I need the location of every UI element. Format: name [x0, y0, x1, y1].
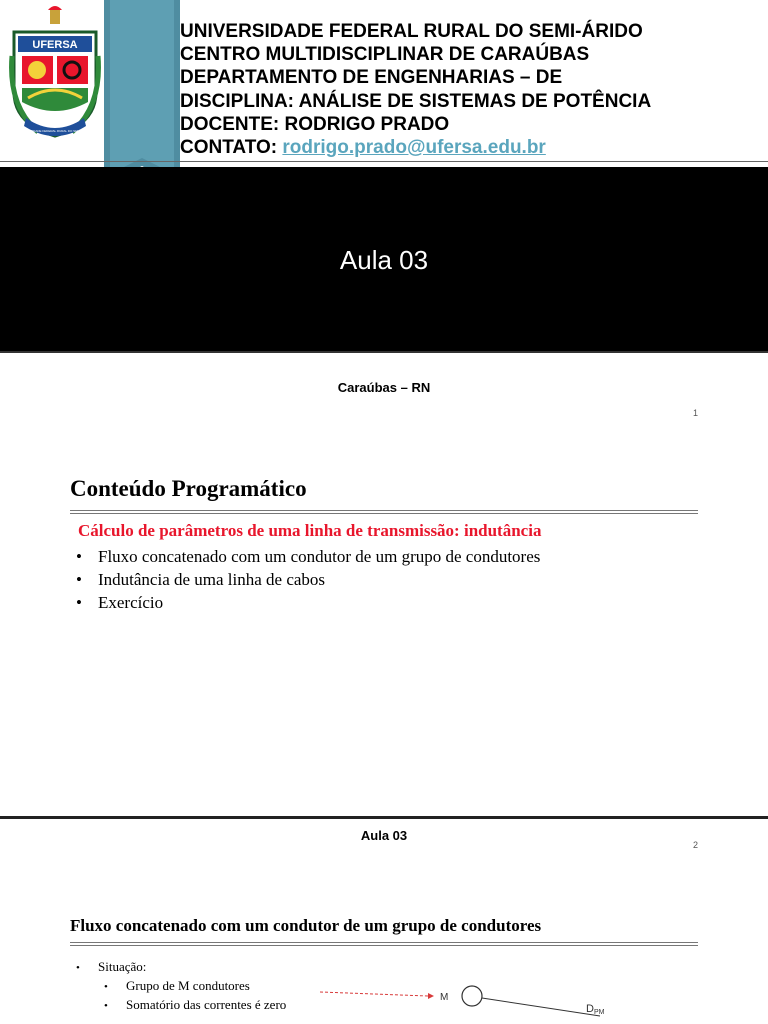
list-item	[76, 545, 540, 568]
distance-line	[482, 998, 600, 1016]
decorative-ribbon	[104, 0, 180, 186]
header-divider	[0, 161, 768, 162]
conductor-diagram	[300, 976, 630, 1024]
header-teacher: DOCENTE: RODRIGO PRADO	[180, 113, 450, 135]
header-contact	[180, 136, 651, 159]
slide-3	[0, 864, 768, 1024]
bullet: •	[104, 981, 108, 993]
slide-1-page-number: 1	[692, 408, 698, 418]
list-item-text: Situação:	[98, 959, 147, 974]
list-item-text: Somatório das correntes é zero	[126, 997, 287, 1012]
header-center: CENTRO MULTIDISCIPLINAR DE CARAÚBAS	[180, 44, 590, 66]
lecture-title: Aula 03	[339, 245, 429, 275]
label-d: DPM	[586, 1003, 605, 1016]
slide-1	[0, 0, 768, 432]
contact-label: CONTATO:	[180, 137, 278, 159]
list-item-text: Fluxo concatenado com um condutor de um grupo de condutores	[98, 547, 541, 566]
bullet: •	[76, 962, 80, 974]
header-university: UNIVERSIDADE FEDERAL RURAL DO SEMI-ÁRIDO	[180, 21, 643, 42]
logo-ufersa-text: UFERSA	[32, 39, 78, 51]
slide-2-title: Conteúdo Programático	[70, 476, 307, 501]
bullet: •	[76, 570, 82, 589]
title-band	[0, 167, 768, 353]
slide-2-page-number: 2	[692, 840, 698, 850]
ufersa-crest-logo	[8, 6, 102, 142]
list-item	[76, 568, 540, 591]
list-item	[76, 958, 286, 977]
dashed-arrow-line	[320, 992, 428, 996]
list-item-text: Indutância de uma linha de cabos	[98, 570, 326, 589]
bullet: •	[76, 593, 82, 612]
slide-3-title-divider	[70, 942, 698, 946]
situation-list	[76, 958, 286, 1015]
arrow-head	[428, 993, 434, 999]
bullet: •	[76, 547, 82, 566]
logo-ribbon-text: UNIVERSIDADE FEDERAL RURAL DO SEMI-ÁRIDO	[19, 129, 91, 133]
list-item	[76, 591, 540, 614]
slide-2-bottom-divider	[0, 816, 768, 819]
list-item-text: Grupo de M condutores	[126, 978, 250, 993]
list-item-text: Exercício	[98, 593, 164, 612]
slide-2	[0, 432, 768, 864]
slide-2-footer: Aula 03	[360, 828, 408, 843]
list-item	[76, 977, 286, 996]
title-divider	[70, 510, 698, 514]
label-m: M	[440, 992, 449, 1003]
bullet: •	[104, 1000, 108, 1012]
slide-1-footer: Caraúbas – RN	[337, 380, 431, 395]
conductor-m-circle	[462, 986, 482, 1006]
slide-2-subtitle: Cálculo de parâmetros de uma linha de transmissão: indutância	[78, 521, 542, 540]
slide-3-title: Fluxo concatenado com um condutor de um grupo de condutores	[70, 916, 542, 935]
list-item	[76, 996, 286, 1015]
content-list	[76, 545, 540, 614]
header-department: DEPARTAMENTO DE ENGENHARIAS – DE	[180, 67, 563, 89]
institution-header	[180, 20, 651, 159]
header-discipline: DISCIPLINA: ANÁLISE DE SISTEMAS DE POTÊNCIA	[180, 90, 652, 112]
contact-email-link[interactable]: rodrigo.prado@ufersa.edu.br	[282, 137, 546, 159]
